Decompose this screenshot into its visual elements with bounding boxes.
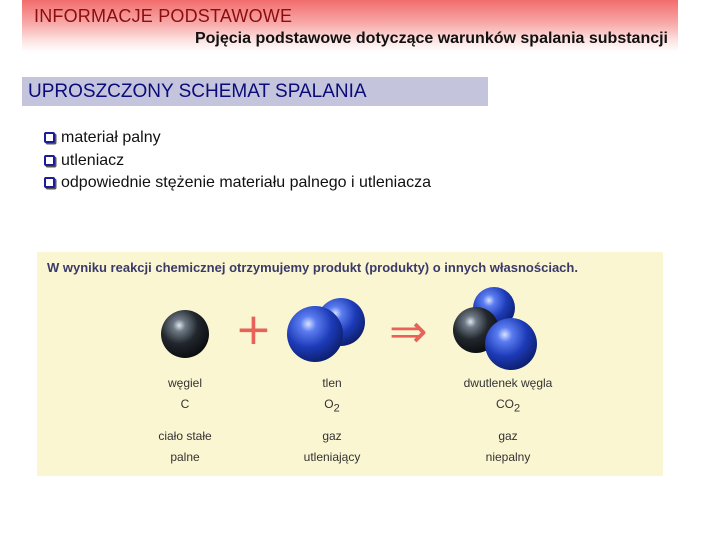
substance-property: palne bbox=[170, 450, 200, 464]
substance-state: gaz bbox=[322, 429, 342, 443]
bullet-text: materiał palny bbox=[61, 129, 161, 146]
carbon-atom-icon bbox=[155, 304, 215, 364]
arrow-right-icon: ⇒ bbox=[389, 304, 428, 358]
section-bar bbox=[22, 77, 488, 106]
substance-property: niepalny bbox=[485, 450, 531, 464]
checkbox-bullet-icon bbox=[44, 177, 55, 188]
substance-name: tlen bbox=[322, 376, 342, 390]
figure-caption: W wyniku reakcji chemicznej otrzymujemy produkt (produkty) o innych własnościach. bbox=[47, 260, 578, 275]
substance-state: gaz bbox=[498, 429, 518, 443]
substance-formula: $CO_2$ bbox=[495, 397, 521, 415]
bullet-list bbox=[44, 127, 431, 195]
carbon-dioxide-molecule-icon bbox=[447, 282, 547, 374]
checkbox-bullet-icon bbox=[44, 132, 55, 143]
bullet-text: odpowiednie stężenie materiału palnego i utleniacza bbox=[61, 174, 432, 191]
substance-name: węgiel bbox=[167, 376, 203, 390]
substance-formula: $O_2$ bbox=[324, 397, 340, 415]
bullet-item bbox=[44, 172, 431, 195]
substance-state: ciało stałe bbox=[158, 429, 212, 443]
bullet-item bbox=[44, 150, 431, 173]
substance-property: utleniający bbox=[303, 450, 361, 464]
reaction-figure bbox=[37, 252, 663, 476]
bullet-text: utleniacz bbox=[61, 151, 125, 169]
page-subtitle: Pojęcia podstawowe dotyczące warunków spalania substancji bbox=[194, 30, 668, 47]
plus-icon: + bbox=[235, 304, 272, 355]
checkbox-bullet-icon bbox=[44, 155, 55, 166]
substance-formula: C bbox=[180, 397, 190, 411]
section-title: UPROSZCZONY SCHEMAT SPALANIA bbox=[28, 81, 367, 102]
bullet-item bbox=[44, 127, 431, 150]
oxygen-molecule-icon bbox=[279, 292, 379, 372]
header-banner bbox=[22, 0, 678, 52]
substance-name: dwutlenek węgla bbox=[463, 376, 553, 390]
page-title: INFORMACJE PODSTAWOWE bbox=[34, 6, 293, 26]
